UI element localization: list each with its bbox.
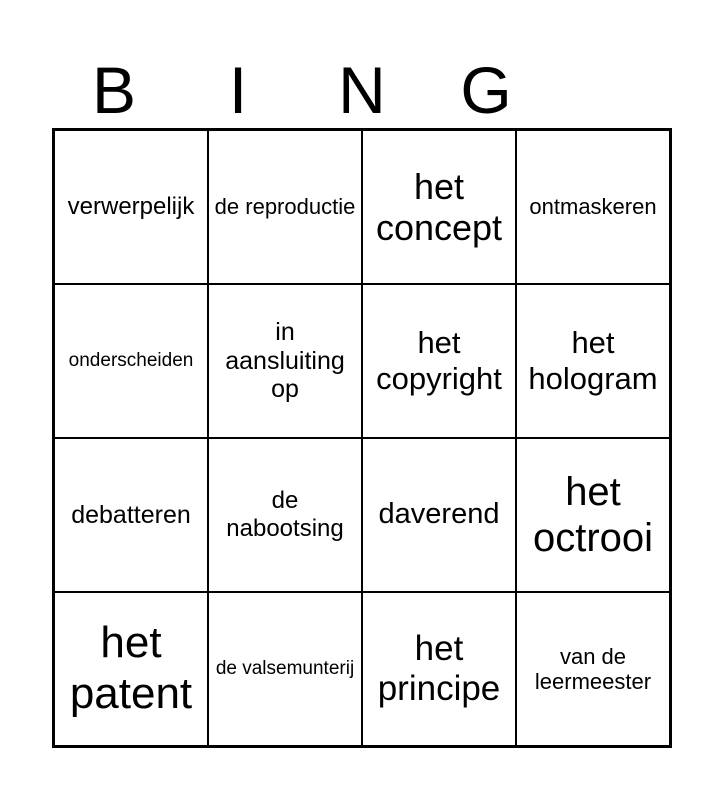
- bingo-header: [52, 52, 672, 128]
- cell-text: verwerpelijk: [67, 193, 195, 221]
- header-letter-b: B: [91, 53, 137, 127]
- bingo-cell[interactable]: [362, 284, 516, 438]
- bingo-cell[interactable]: [208, 592, 362, 746]
- cell-text: in aansluiting op: [225, 317, 345, 404]
- cell-text: de valsemunterij: [215, 658, 355, 680]
- bingo-cell[interactable]: [54, 284, 208, 438]
- cell-text: de reproductie: [214, 194, 356, 220]
- cell-text: het hologram: [528, 325, 658, 396]
- bingo-cell[interactable]: [54, 592, 208, 746]
- bingo-board: [52, 128, 672, 748]
- cell-text: het patent: [69, 618, 193, 718]
- cell-text: het copyright: [376, 325, 502, 396]
- cell-text: het principe: [377, 628, 501, 708]
- bingo-cell[interactable]: [516, 130, 670, 284]
- bingo-cell[interactable]: [516, 438, 670, 592]
- cell-text: ontmaskeren: [529, 194, 657, 220]
- bingo-cell[interactable]: [54, 438, 208, 592]
- cell-text: van de leermeester: [534, 643, 652, 694]
- bingo-cell[interactable]: [208, 438, 362, 592]
- cell-text: onderscheiden: [68, 350, 194, 372]
- bingo-cell[interactable]: [516, 284, 670, 438]
- cell-text: het octrooi: [532, 470, 654, 560]
- bingo-cell[interactable]: [208, 284, 362, 438]
- bingo-cell[interactable]: [54, 130, 208, 284]
- bingo-cell[interactable]: [208, 130, 362, 284]
- bingo-cell[interactable]: [362, 130, 516, 284]
- bingo-cell[interactable]: [362, 592, 516, 746]
- header-letter-i: I: [228, 53, 248, 127]
- bingo-cell[interactable]: [362, 438, 516, 592]
- cell-text: de nabootsing: [226, 487, 344, 542]
- bingo-cell[interactable]: [516, 592, 670, 746]
- cell-text: debatteren: [71, 500, 191, 529]
- cell-text: daverend: [378, 498, 500, 531]
- header-letter-g: G: [460, 53, 512, 127]
- header-letter-n: N: [338, 53, 386, 127]
- cell-text: het concept: [375, 165, 503, 248]
